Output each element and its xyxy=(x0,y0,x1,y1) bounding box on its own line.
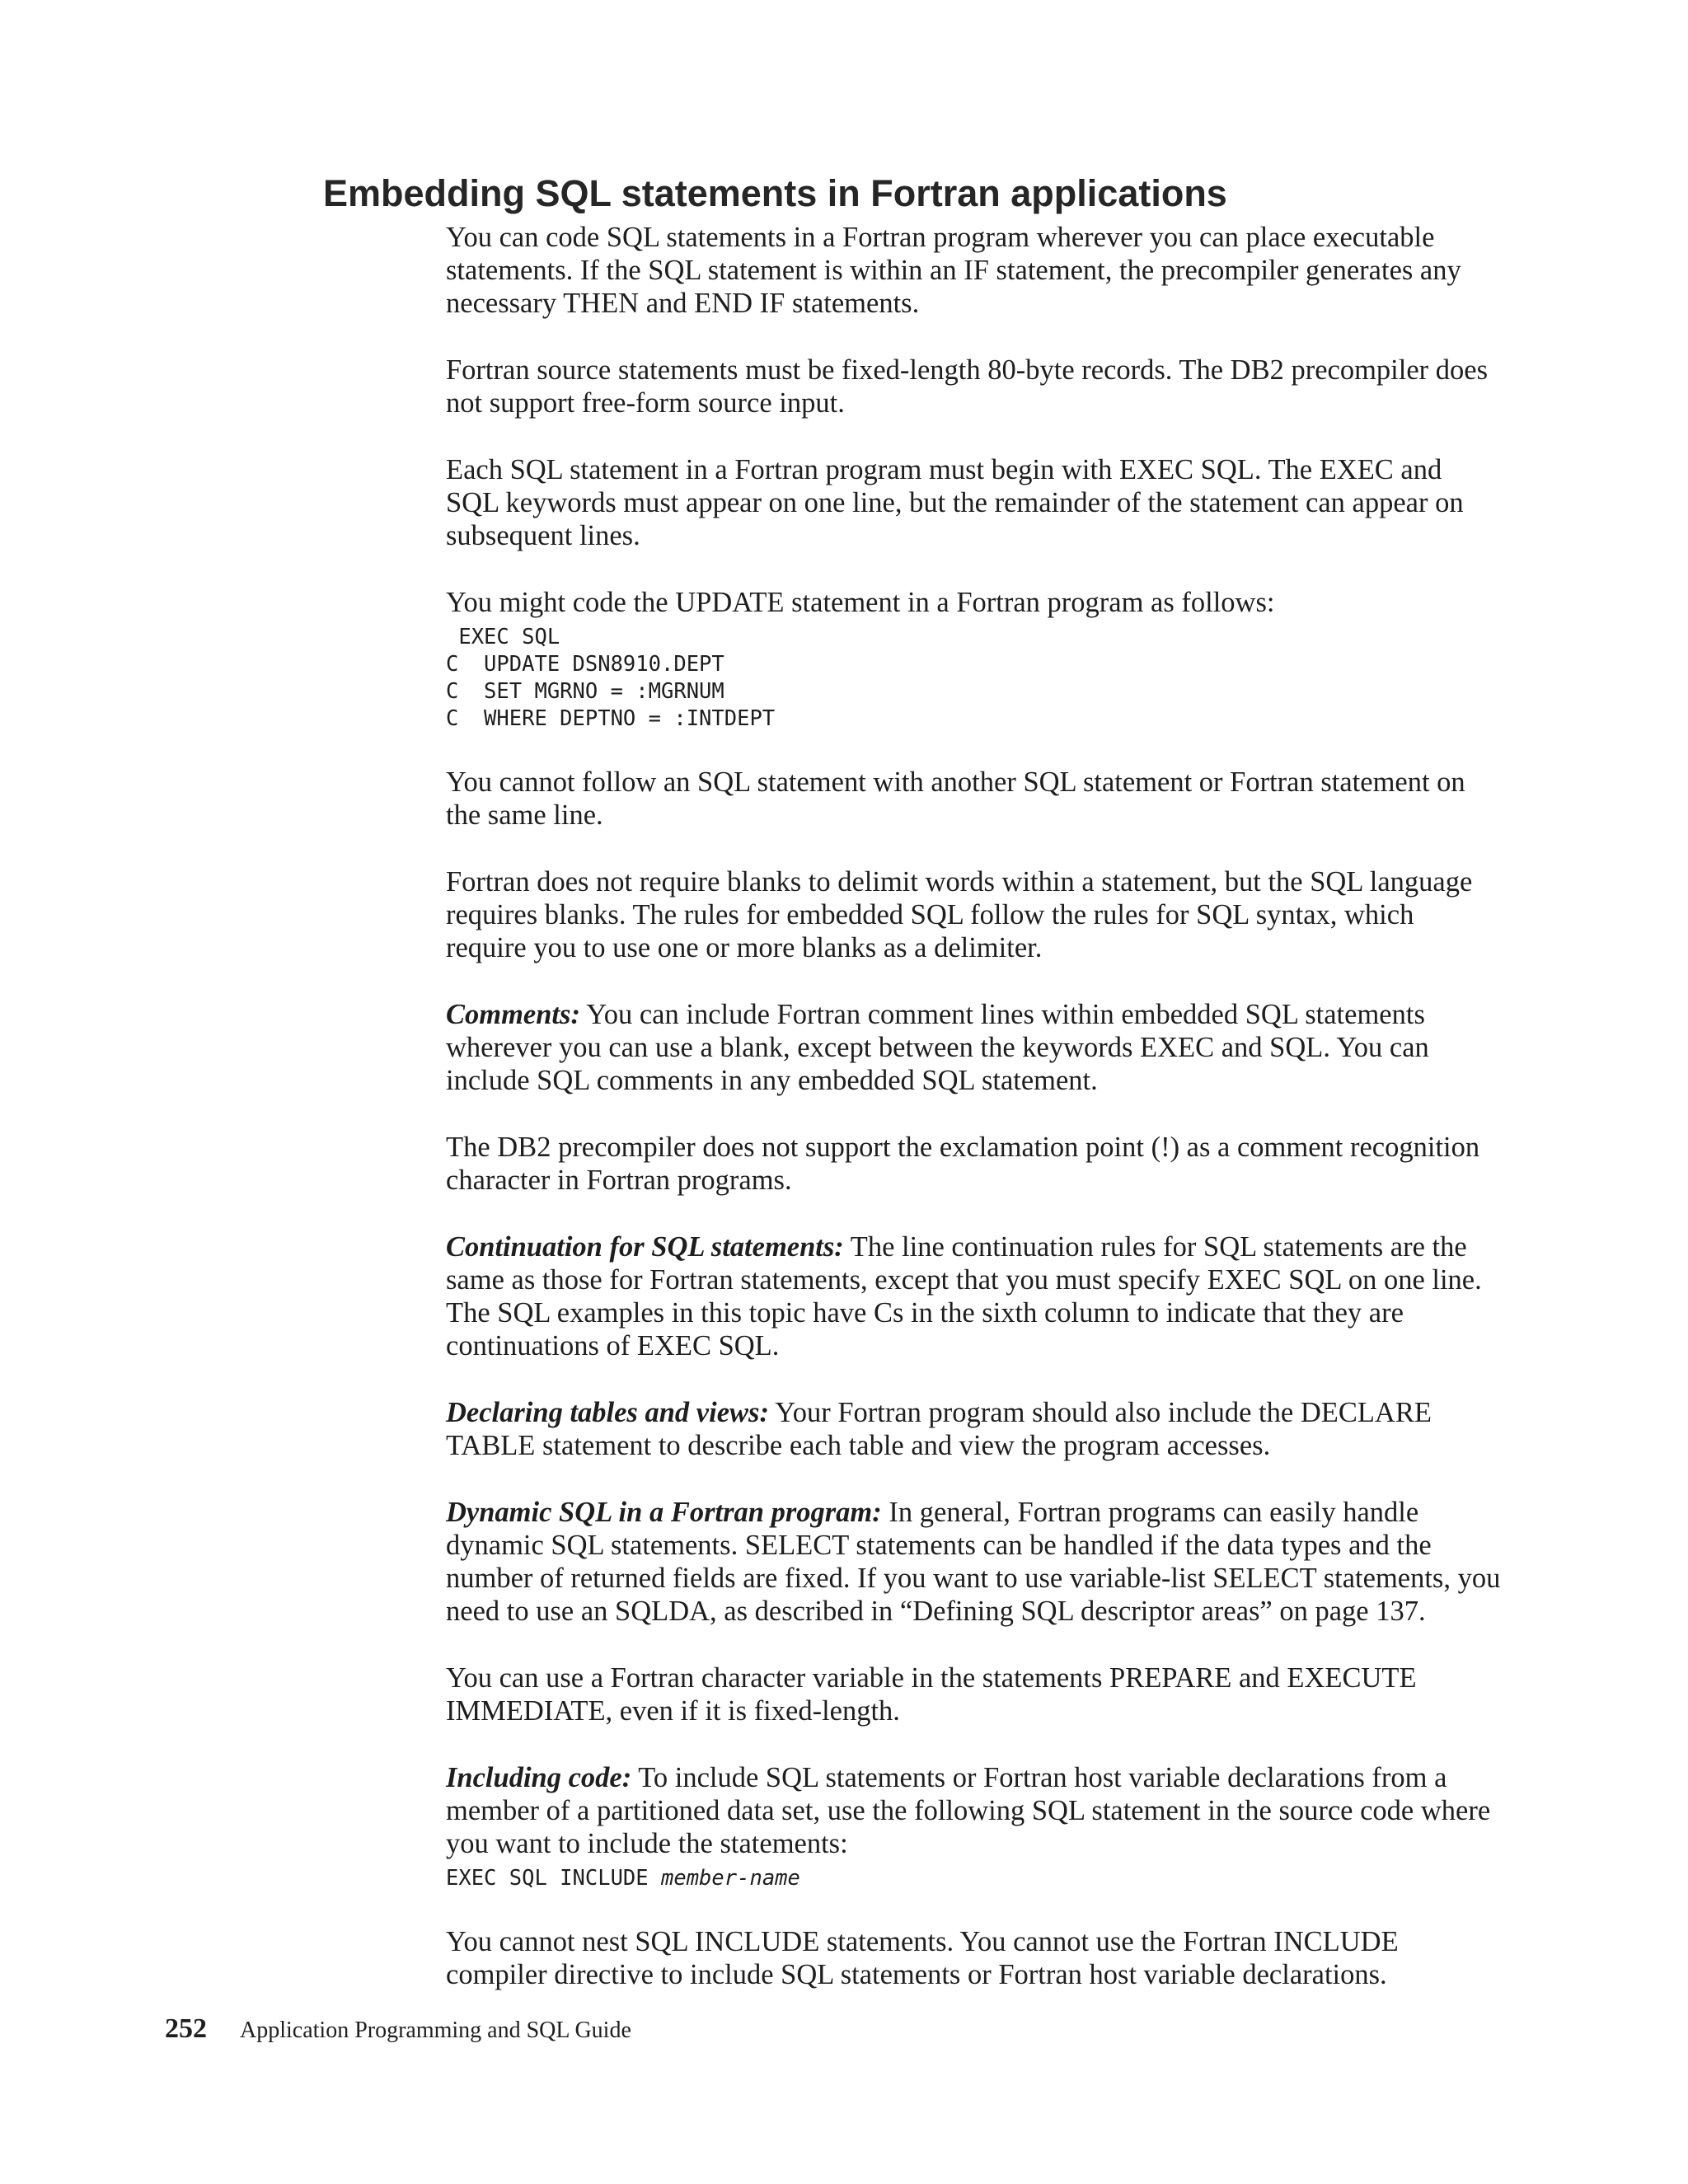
paragraph-placement: You can code SQL statements in a Fortran program wherever you can place executable statements. If the SQL statement is within an IF statement, the precompiler generates any necessary THEN and END IF statements. xyxy=(446,222,1461,319)
paragraph-continuation xyxy=(446,1230,1501,1362)
code-line: C WHERE DEPTNO = :INTDEPT xyxy=(446,706,776,731)
paragraph-text: To include SQL statements or Fortran host variable declarations from a member of a partitioned data set, use the following SQL statement in the source code where you want to include the statements: xyxy=(446,1762,1491,1859)
code-line: C SET MGRNO = :MGRNUM xyxy=(446,679,724,704)
section-title: Embedding SQL statements in Fortran applications xyxy=(323,172,1227,214)
paragraph-declaring-tables xyxy=(446,1396,1501,1462)
book-title: Application Programming and SQL Guide xyxy=(240,2018,631,2043)
paragraph-comments xyxy=(446,998,1501,1097)
lead-dynamic-sql: Dynamic SQL in a Fortran program: xyxy=(446,1497,882,1528)
paragraph-text: Your Fortran program should also include the DECLARE TABLE statement to describe each table and view the program accesses. xyxy=(446,1397,1432,1461)
code-block-update xyxy=(446,624,1501,733)
paragraph-no-nesting: You cannot nest SQL INCLUDE statements. You cannot use the Fortran INCLUDE compiler directive to include SQL statements or Fortran host variable declarations. xyxy=(446,1926,1399,1990)
paragraph-update-intro: You might code the UPDATE statement in a Fortran program as follows: xyxy=(446,587,1275,618)
paragraph-text: In general, Fortran programs can easily handle dynamic SQL statements. SELECT statements can be handled if the data types and the number of returned fields are fixed. If you want to use variable-list SELECT statements, you need to use an SQLDA, as described in “Defining SQL descriptor areas” on page 137. xyxy=(446,1497,1501,1627)
paragraph-text: The line continuation rules for SQL statements are the same as those for Fortran statements, except that you must specify EXEC SQL on one line. The SQL examples in this topic have Cs in the sixth column to indicate that they are continuations of EXEC SQL. xyxy=(446,1231,1482,1361)
lead-comments: Comments: xyxy=(446,999,580,1030)
paragraph-exec-sql: Each SQL statement in a Fortran program must begin with EXEC SQL. The EXEC and SQL keywords must appear on one line, but the remainder of the statement can appear on subsequent lines. xyxy=(446,454,1464,551)
code-variable: member-name xyxy=(661,1866,800,1891)
paragraph-blanks: Fortran does not require blanks to delimit words within a statement, but the SQL language requires blanks. The rules for embedded SQL follow the rules for SQL syntax, which require you to use one or more blanks as a delimiter. xyxy=(446,866,1473,963)
paragraph-including-code xyxy=(446,1761,1501,1860)
paragraph-text: You can include Fortran comment lines within embedded SQL statements wherever you can use a blank, except between the keywords EXEC and SQL. You can include SQL comments in any embedded SQL statement. xyxy=(446,999,1429,1096)
code-line: EXEC SQL xyxy=(446,625,560,649)
code-keyword: EXEC SQL INCLUDE xyxy=(446,1866,661,1891)
code-block-include xyxy=(446,1865,1501,1892)
paragraph-one-statement-per-line: You cannot follow an SQL statement with another SQL statement or Fortran statement on the same line. xyxy=(446,766,1465,831)
lead-continuation: Continuation for SQL statements: xyxy=(446,1231,844,1263)
lead-including-code: Including code: xyxy=(446,1762,632,1793)
page-number: 252 xyxy=(165,2013,207,2044)
paragraph-character-variable: You can use a Fortran character variable in the statements PREPARE and EXECUTE IMMEDIATE, even if it is fixed-length. xyxy=(446,1662,1417,1727)
paragraph-exclamation: The DB2 precompiler does not support the exclamation point (!) as a comment recognition character in Fortran programs. xyxy=(446,1132,1480,1196)
section-body xyxy=(446,221,1501,2025)
page-footer xyxy=(165,2013,631,2045)
paragraph-dynamic-sql xyxy=(446,1496,1501,1628)
lead-declaring-tables: Declaring tables and views: xyxy=(446,1397,769,1428)
code-line: C UPDATE DSN8910.DEPT xyxy=(446,652,724,677)
paragraph-fixed-length: Fortran source statements must be fixed-length 80-byte records. The DB2 precompiler does not support free-form source input. xyxy=(446,354,1489,419)
